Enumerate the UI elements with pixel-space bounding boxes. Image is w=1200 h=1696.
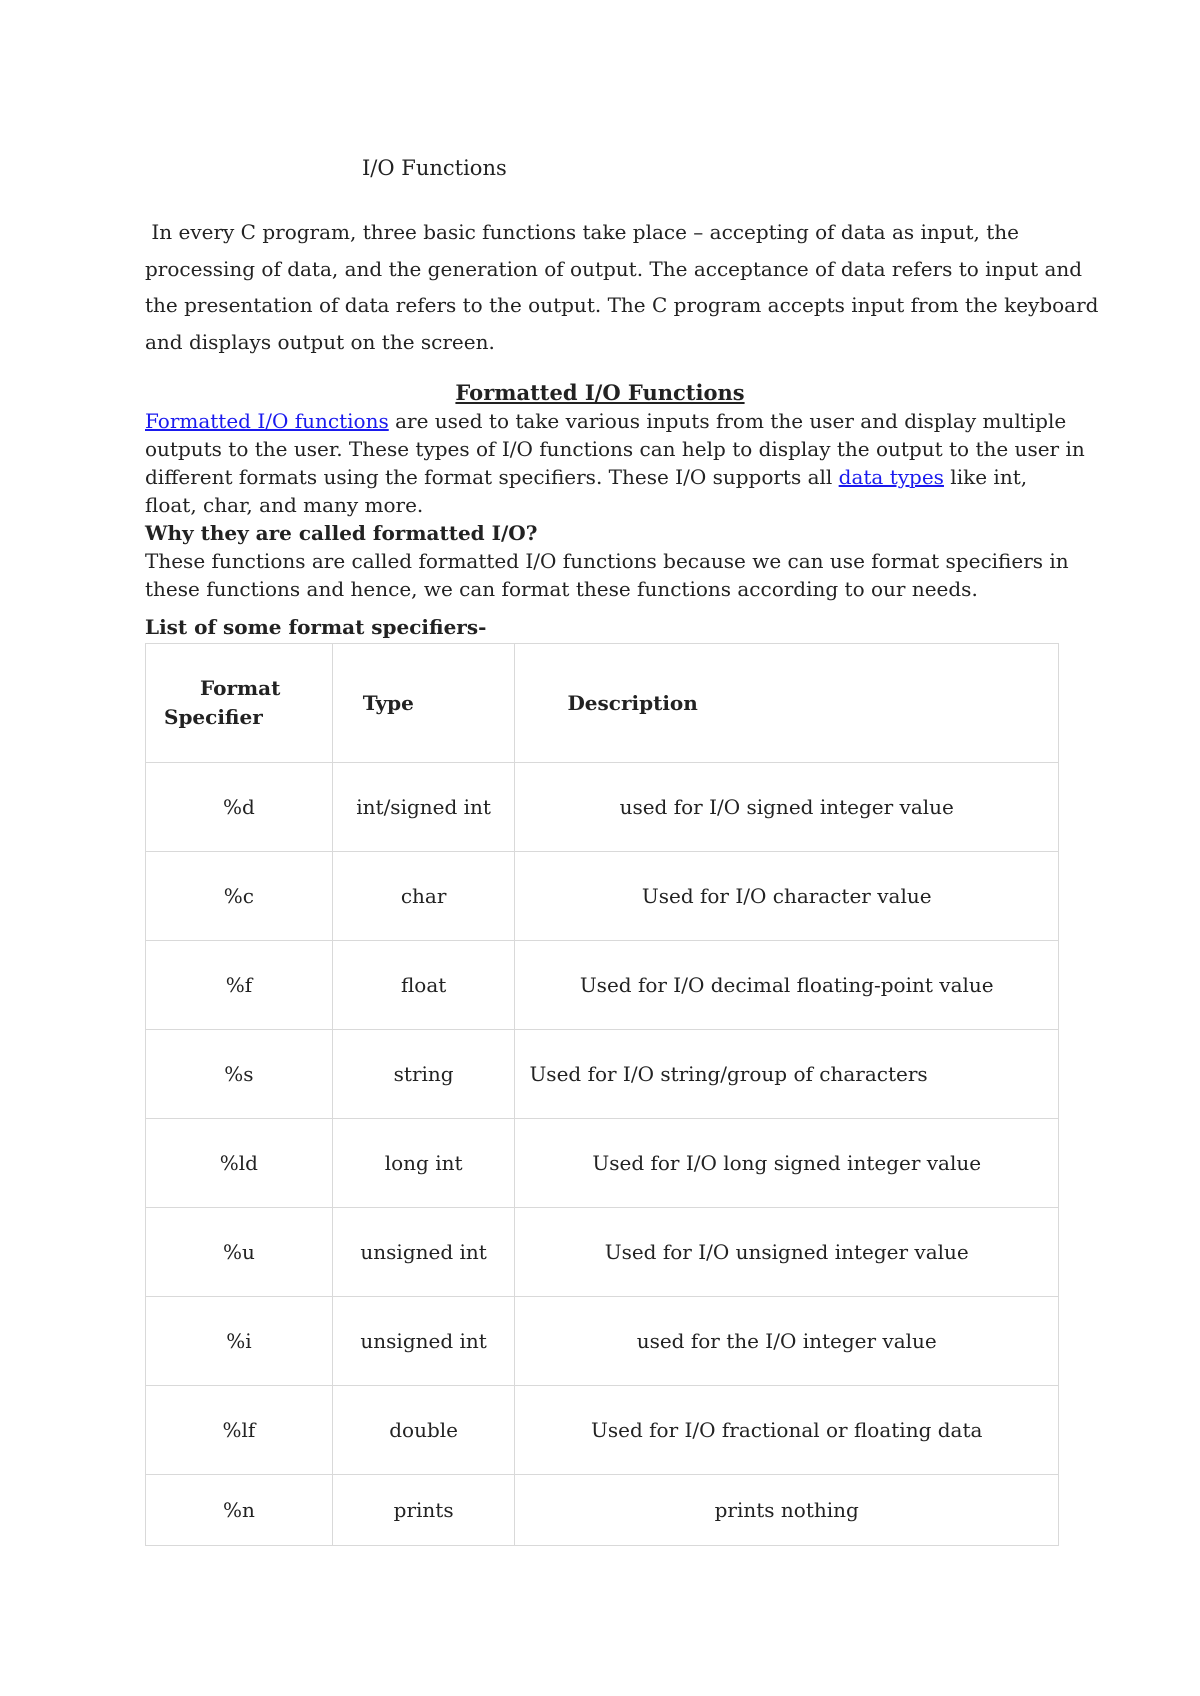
header-cell-description: [515, 644, 1059, 763]
description-cell: used for I/O signed integer value: [515, 763, 1059, 852]
specifier-cell: %ld: [146, 1119, 333, 1208]
paragraph-text: different formats using the format specifiers. These I/O supports all: [145, 465, 839, 489]
intro-line: and displays output on the screen.: [145, 329, 495, 354]
paragraph-line: [145, 407, 1075, 435]
table-row: [146, 852, 1059, 941]
formatted-paragraph: [145, 407, 1085, 519]
specifier-cell: %f: [146, 941, 333, 1030]
table-row: [146, 1119, 1059, 1208]
header-cell-type: [332, 644, 515, 763]
table-row: [146, 1475, 1059, 1546]
type-cell: prints: [332, 1475, 515, 1546]
type-cell: unsigned int: [332, 1208, 515, 1297]
type-cell: long int: [332, 1119, 515, 1208]
description-cell: Used for I/O unsigned integer value: [515, 1208, 1059, 1297]
type-cell: float: [332, 941, 515, 1030]
intro-line: the presentation of data refers to the output. The C program accepts input from the keyboard: [145, 293, 1099, 317]
header-cell-format: [146, 644, 333, 763]
intro-paragraph: [145, 214, 1099, 360]
table-header-row: [146, 644, 1059, 763]
type-cell: string: [332, 1030, 515, 1119]
description-cell: Used for I/O decimal floating-point value: [515, 941, 1059, 1030]
specifier-cell: %u: [146, 1208, 333, 1297]
section-heading: Formatted I/O Functions: [455, 380, 745, 405]
type-cell: char: [332, 852, 515, 941]
table-row: [146, 1208, 1059, 1297]
format-specifier-table: [145, 643, 1059, 1546]
intro-line: In every C program, three basic functions take place – accepting of data as input, the: [145, 220, 1019, 244]
page-title: I/O Functions: [362, 156, 507, 180]
description-cell: Used for I/O character value: [515, 852, 1059, 941]
type-cell: unsigned int: [332, 1297, 515, 1386]
specifier-cell: %n: [146, 1475, 333, 1546]
intro-line: processing of data, and the generation of output. The acceptance of data refers to input and: [145, 256, 1083, 281]
formatted-io-link[interactable]: Formatted I/O functions: [145, 409, 389, 433]
table-row: [146, 1030, 1059, 1119]
data-types-link[interactable]: data types: [838, 465, 944, 489]
specifier-cell: %d: [146, 763, 333, 852]
description-cell: Used for I/O long signed integer value: [515, 1119, 1059, 1208]
header-format-line1: Format: [200, 676, 281, 700]
table-row: [146, 941, 1059, 1030]
specifier-cell: %lf: [146, 1386, 333, 1475]
list-heading: List of some format specifiers-: [145, 615, 487, 639]
paragraph-line: [145, 463, 1075, 491]
table-row: [146, 1386, 1059, 1475]
why-heading: Why they are called formatted I/O?: [145, 521, 538, 545]
paragraph-line: These functions are called formatted I/O functions because we can use format specifiers in: [145, 549, 1069, 573]
why-paragraph: [145, 547, 1075, 603]
specifier-cell: %i: [146, 1297, 333, 1386]
table-row: [146, 763, 1059, 852]
header-description-label: Description: [567, 691, 698, 715]
table-row: [146, 1297, 1059, 1386]
specifier-cell: %c: [146, 852, 333, 941]
description-cell: Used for I/O fractional or floating data: [515, 1386, 1059, 1475]
description-cell: Used for I/O string/group of characters: [515, 1030, 1059, 1119]
paragraph-line: outputs to the user. These types of I/O functions can help to display the output to the user in: [145, 437, 1085, 461]
specifier-cell: %s: [146, 1030, 333, 1119]
header-format-line2: Specifier: [164, 705, 263, 729]
paragraph-text: are used to take various inputs from the user and display multiple: [388, 409, 1067, 433]
header-type-label: Type: [362, 691, 414, 715]
paragraph-text: like int,: [943, 465, 1028, 489]
paragraph-line: float, char, and many more.: [145, 493, 424, 517]
type-cell: double: [332, 1386, 515, 1475]
type-cell: int/signed int: [332, 763, 515, 852]
description-cell: used for the I/O integer value: [515, 1297, 1059, 1386]
description-cell: prints nothing: [515, 1475, 1059, 1546]
paragraph-line: these functions and hence, we can format these functions according to our needs.: [145, 577, 978, 601]
